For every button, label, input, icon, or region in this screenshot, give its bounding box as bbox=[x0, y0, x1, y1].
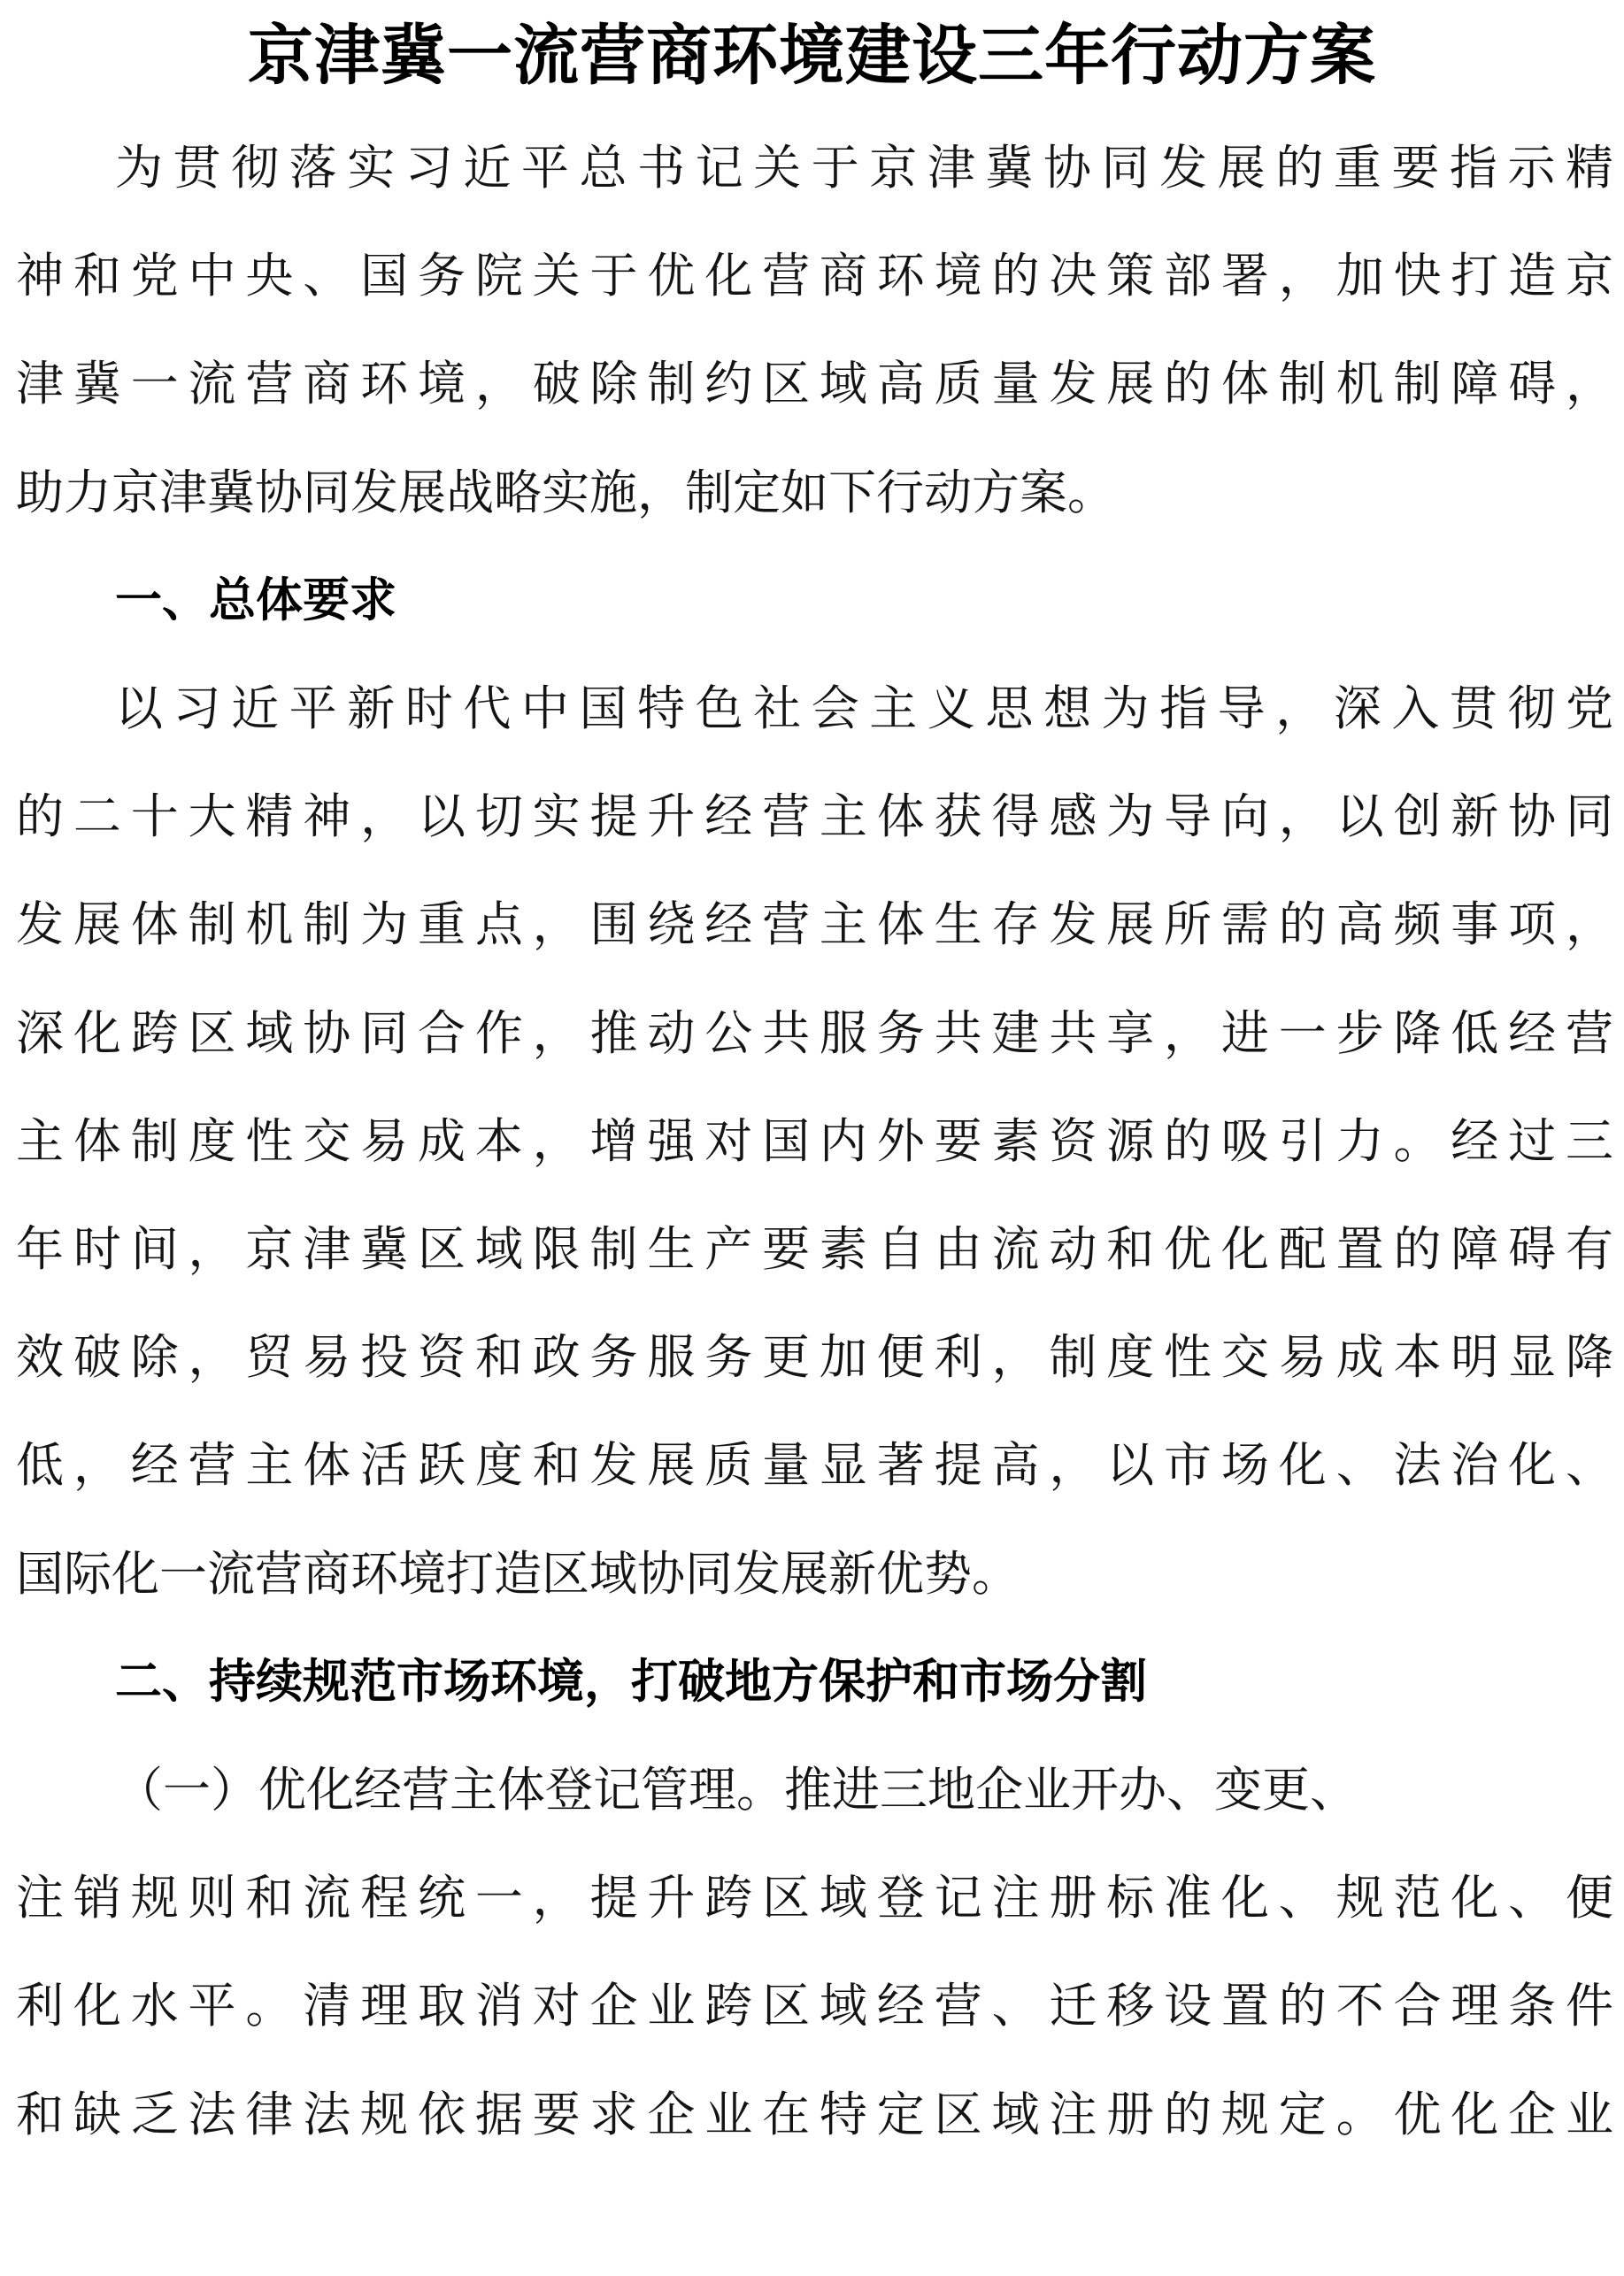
document-title: 京津冀一流营商环境建设三年行动方案 bbox=[248, 18, 1376, 94]
section1-line-6: 年时间，京津冀区域限制生产要素自由流动和优化配置的障碍有 bbox=[16, 1221, 1613, 1277]
section1-line-4: 深化跨区域协同合作，推动公共服务共建共享，进一步降低经营 bbox=[16, 1004, 1613, 1061]
intro-line-4: 助力京津冀协同发展战略实施，制定如下行动方案。 bbox=[16, 464, 1115, 520]
section1-line-9: 国际化一流营商环境打造区域协同发展新优势。 bbox=[16, 1545, 1020, 1602]
section1-line-7: 效破除，贸易投资和政务服务更加便利，制度性交易成本明显降 bbox=[16, 1329, 1613, 1386]
intro-line-1: 为贯彻落实习近平总书记关于京津冀协同发展的重要指示精 bbox=[115, 140, 1613, 196]
section2-heading: 二、持续规范市场环境，打破地方保护和市场分割 bbox=[115, 1654, 1147, 1709]
section2-item1-line-4: 和缺乏法律法规依据要求企业在特定区域注册的规定。优化企业 bbox=[16, 2086, 1613, 2142]
section1-line-5: 主体制度性交易成本，增强对国内外要素资源的吸引力。经过三 bbox=[16, 1112, 1613, 1169]
section1-line-2: 的二十大精神，以切实提升经营主体获得感为导向，以创新协同 bbox=[16, 788, 1613, 845]
section2-item1-first-line-rest: 推进三地企业开办、变更、 bbox=[784, 1762, 1358, 1818]
section1-line-8: 低，经营主体活跃度和发展质量显著提高，以市场化、法治化、 bbox=[16, 1437, 1613, 1494]
section1-line-3: 发展体制机制为重点，围绕经营主体生存发展所需的高频事项， bbox=[16, 896, 1613, 953]
section2-item1-line-2: 注销规则和流程统一，提升跨区域登记注册标准化、规范化、便 bbox=[16, 1870, 1613, 1926]
section1-heading: 一、总体要求 bbox=[115, 573, 396, 627]
intro-line-2: 神和党中央、国务院关于优化营商环境的决策部署，加快打造京 bbox=[16, 248, 1613, 304]
section1-line-1: 以习近平新时代中国特色社会主义思想为指导，深入贯彻党 bbox=[115, 680, 1613, 736]
section2-item1-line-1 bbox=[115, 1737, 1613, 1843]
section2-item1-line-3: 利化水平。清理取消对企业跨区域经营、迁移设置的不合理条件 bbox=[16, 1978, 1613, 2034]
intro-line-3: 津冀一流营商环境，破除制约区域高质量发展的体制机制障碍， bbox=[16, 356, 1613, 412]
section2-item1-subheading: （一）优化经营主体登记管理。 bbox=[115, 1762, 784, 1818]
